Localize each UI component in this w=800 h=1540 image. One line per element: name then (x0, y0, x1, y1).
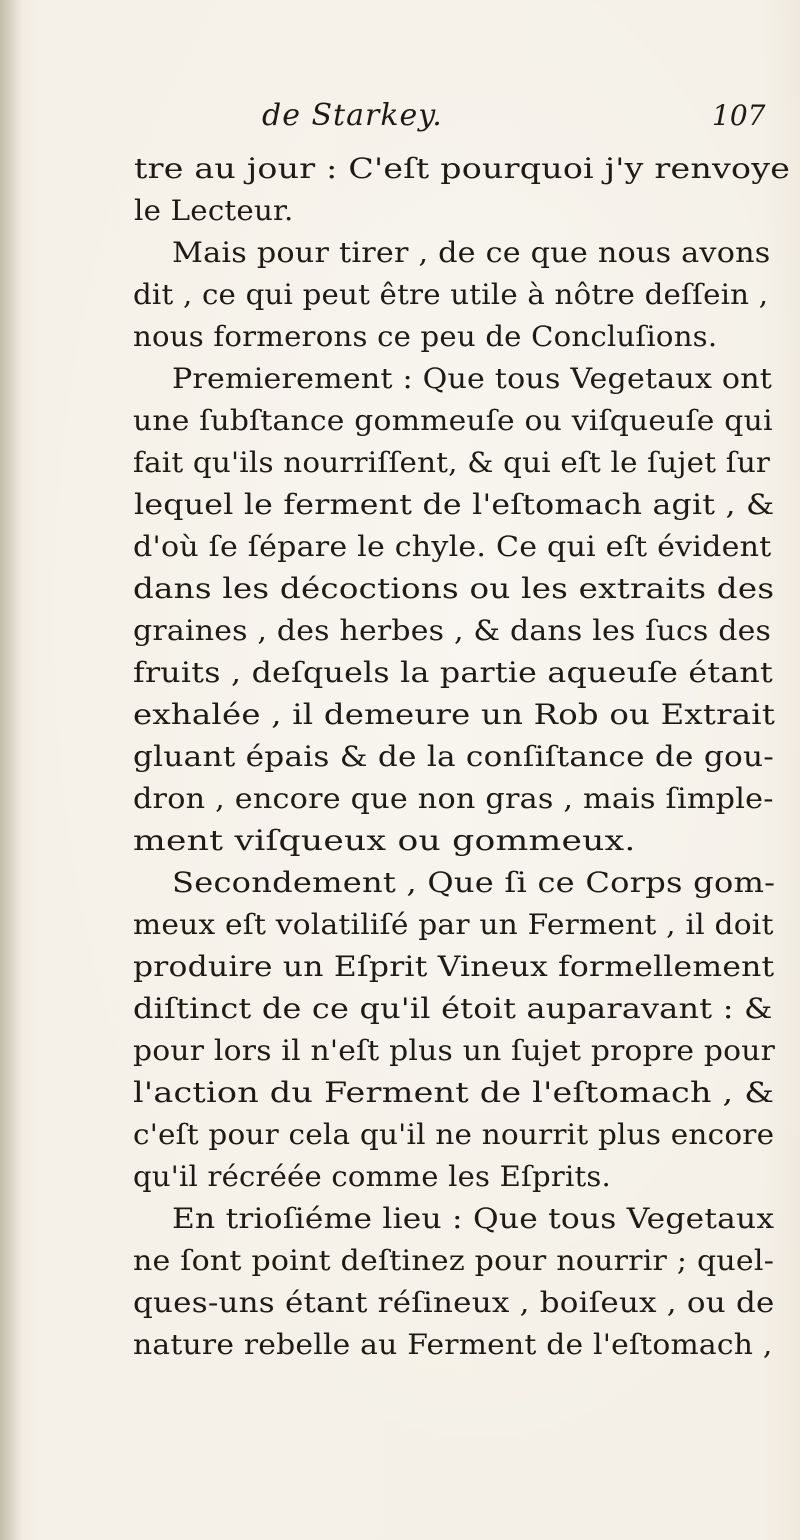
text-line: pour lors il n'eſt plus un ſujet propre pour (133, 1034, 776, 1067)
gutter-shadow (0, 0, 22, 1540)
running-head (0, 96, 800, 136)
text-line: d'où ſe ſépare le chyle. Ce qui eſt évident (133, 530, 772, 563)
text-line: gluant épais & de la conſiſtance de gou- (133, 740, 775, 773)
text-line: fruits , deſquels la partie aqueuſe étant (133, 656, 773, 689)
text-line: diſtinct de ce qu'il étoit auparavant : & (133, 992, 773, 1025)
text-line: le Lecteur. (134, 194, 294, 227)
text-line: une ſubſtance gommeuſe ou viſqueuſe qui (133, 404, 773, 437)
text-line: nature rebelle au Ferment de l'eſtomach , (133, 1328, 773, 1361)
running-title: de Starkey. (262, 98, 443, 133)
text-line: c'eſt pour cela qu'il ne nourrit plus encore (133, 1118, 775, 1151)
text-line: qu'il récréée comme les Eſprits. (133, 1160, 611, 1193)
text-line: produire un Eſprit Vineux formellement (133, 950, 775, 983)
text-line: dit , ce qui peut être utile à nôtre deſſein , (133, 278, 769, 311)
text-line: ment viſqueux ou gommeux. (133, 824, 636, 857)
text-line: lequel le ferment de l'eſtomach agit , & (134, 488, 775, 521)
text-line: exhalée , il demeure un Rob ou Extrait (133, 698, 776, 731)
text-line: En trioſiéme lieu : Que tous Vegetaux (172, 1202, 775, 1235)
text-line: nous formerons ce peu de Concluſions. (133, 320, 718, 353)
text-line: meux eſt volatiliſé par un Ferment , il doit (133, 908, 774, 941)
text-line: ne ſont point deſtinez pour nourrir ; quel- (133, 1244, 775, 1277)
text-line: dans les décoctions ou les extraits des (133, 572, 775, 605)
text-line: tre au jour : C'eſt pourquoi j'y renvoye (134, 152, 791, 185)
text-line: ques-uns étant réſineux , boiſeux , ou de (133, 1286, 775, 1319)
text-line: Mais pour tirer , de ce que nous avons (172, 236, 771, 269)
text-line: l'action du Ferment de l'eſtomach , & (133, 1076, 775, 1109)
text-line: Premierement : Que tous Vegetaux ont (172, 362, 773, 395)
text-line: graines , des herbes , & dans les ſucs des (133, 614, 772, 647)
text-line: fait qu'ils nourriſſent, & qui eſt le ſujet ſur (133, 446, 771, 479)
text-line: dron , encore que non gras , mais ſimple- (133, 782, 774, 815)
text-line: Secondement , Que ſi ce Corps gom- (172, 866, 776, 899)
page-number: 107 (712, 99, 766, 132)
